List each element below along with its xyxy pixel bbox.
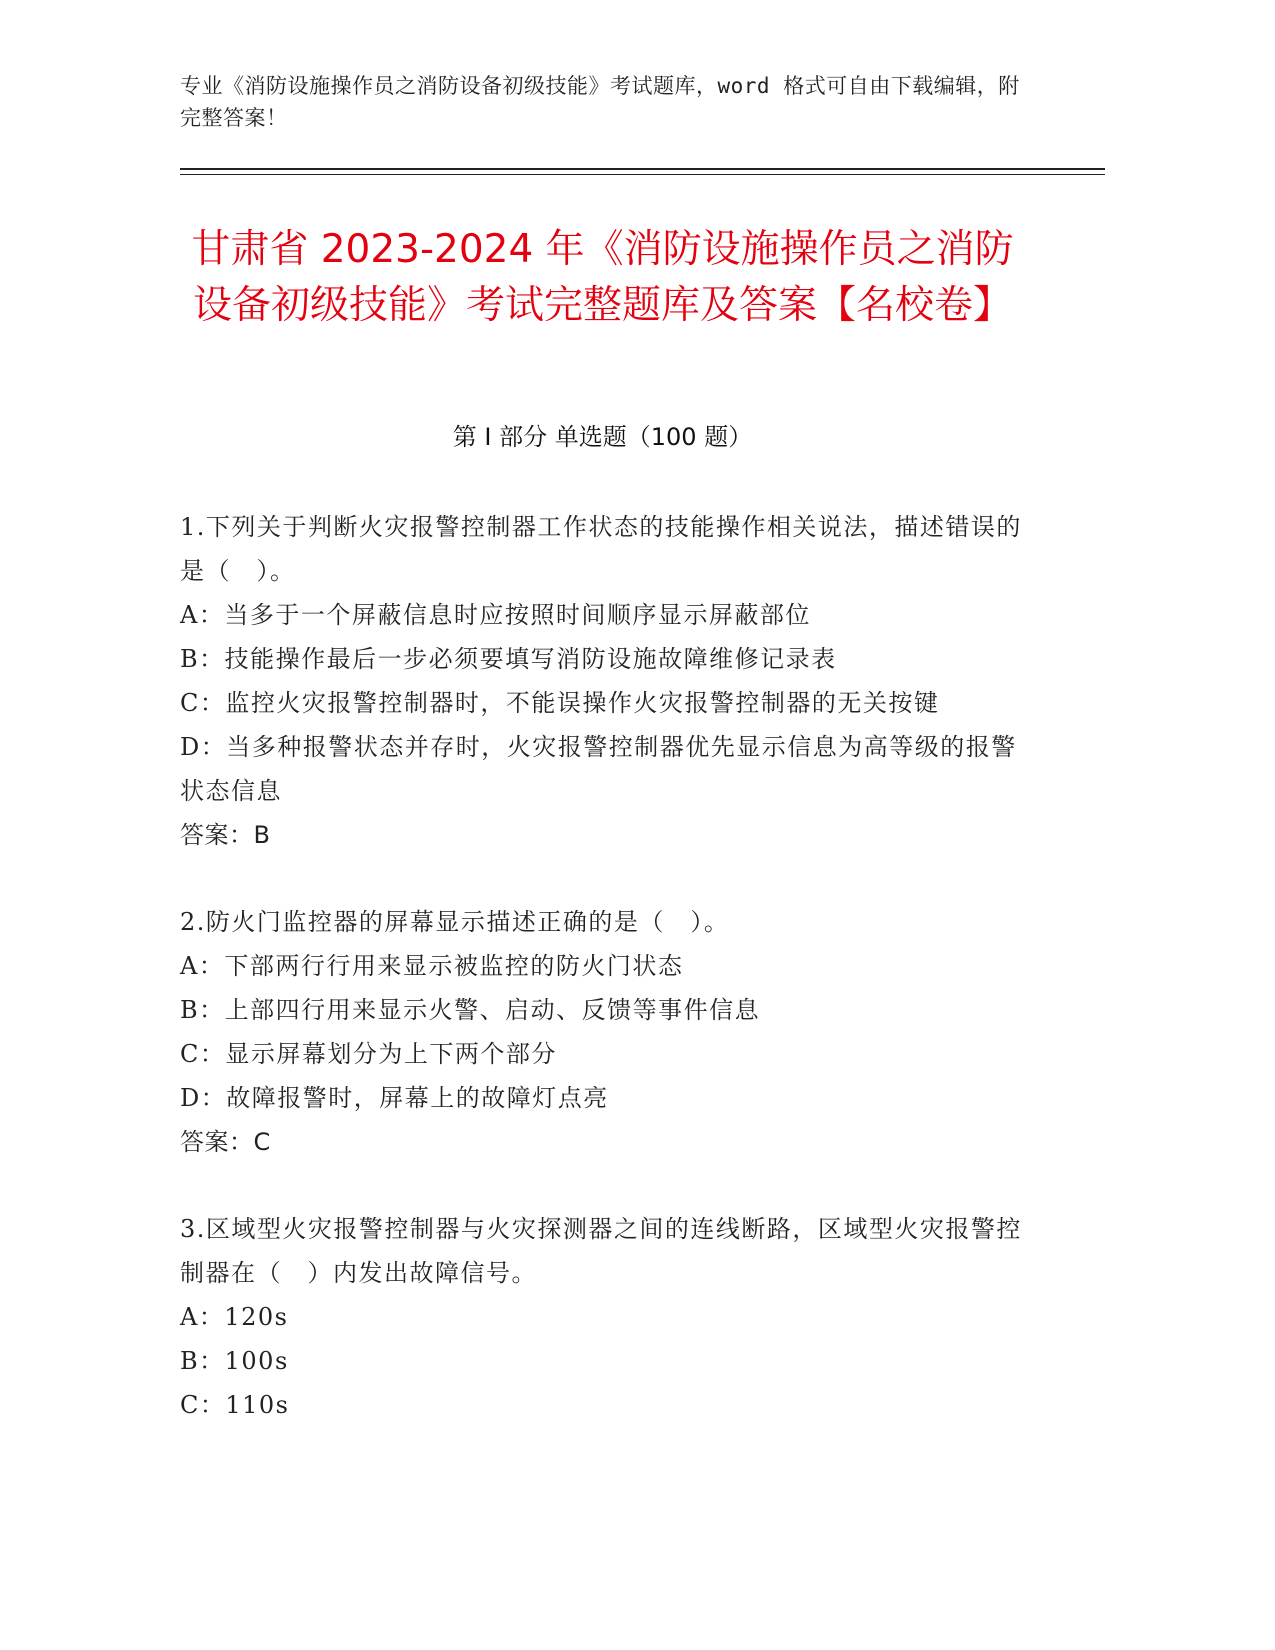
option-c: C：监控火灾报警控制器时，不能误操作火灾报警控制器的无关按键 [180,689,940,717]
question-3 [180,1207,1030,1427]
document-title: 甘肃省 2023-2024 年《消防设施操作员之消防设备初级技能》考试完整题库及答案【名校卷】 [191,227,1014,328]
question-stem: 1.下列关于判断火灾报警控制器工作状态的技能操作相关说法，描述错误的是（ ）。 [180,513,1022,585]
option-a: A：当多于一个屏蔽信息时应按照时间顺序显示屏蔽部位 [180,601,811,629]
option-b: B：100s [180,1347,289,1375]
header-rule-thin [180,174,1105,175]
section-heading: 第 I 部分 单选题（100 题） [452,423,753,451]
option-b: B：上部四行用来显示火警、启动、反馈等事件信息 [180,996,761,1024]
question-list [180,505,1030,1470]
option-a: A：下部两行行用来显示被监控的防火门状态 [180,952,684,980]
option-d: D：当多种报警状态并存时，火灾报警控制器优先显示信息为高等级的报警状态信息 [180,733,1017,805]
header-rule-thick [180,168,1105,170]
question-1 [180,505,1030,857]
option-c: C：110s [180,1391,290,1419]
option-c: C：显示屏幕划分为上下两个部分 [180,1040,557,1068]
answer-line: 答案：C [180,1128,271,1156]
option-d: D：故障报警时，屏幕上的故障灯点亮 [180,1084,609,1112]
answer-line: 答案：B [180,821,271,849]
option-b: B：技能操作最后一步必须要填写消防设施故障维修记录表 [180,645,837,673]
question-stem: 3.区域型火灾报警控制器与火灾探测器之间的连线断路，区域型火灾报警控制器在（ ）内发出故障信号。 [180,1215,1022,1287]
header-note: 专业《消防设施操作员之消防设备初级技能》考试题库，word 格式可自由下载编辑，附完整答案！ [180,74,1020,130]
option-a: A：120s [180,1303,289,1331]
question-2 [180,900,1030,1164]
question-stem: 2.防火门监控器的屏幕显示描述正确的是（ ）。 [180,908,730,936]
